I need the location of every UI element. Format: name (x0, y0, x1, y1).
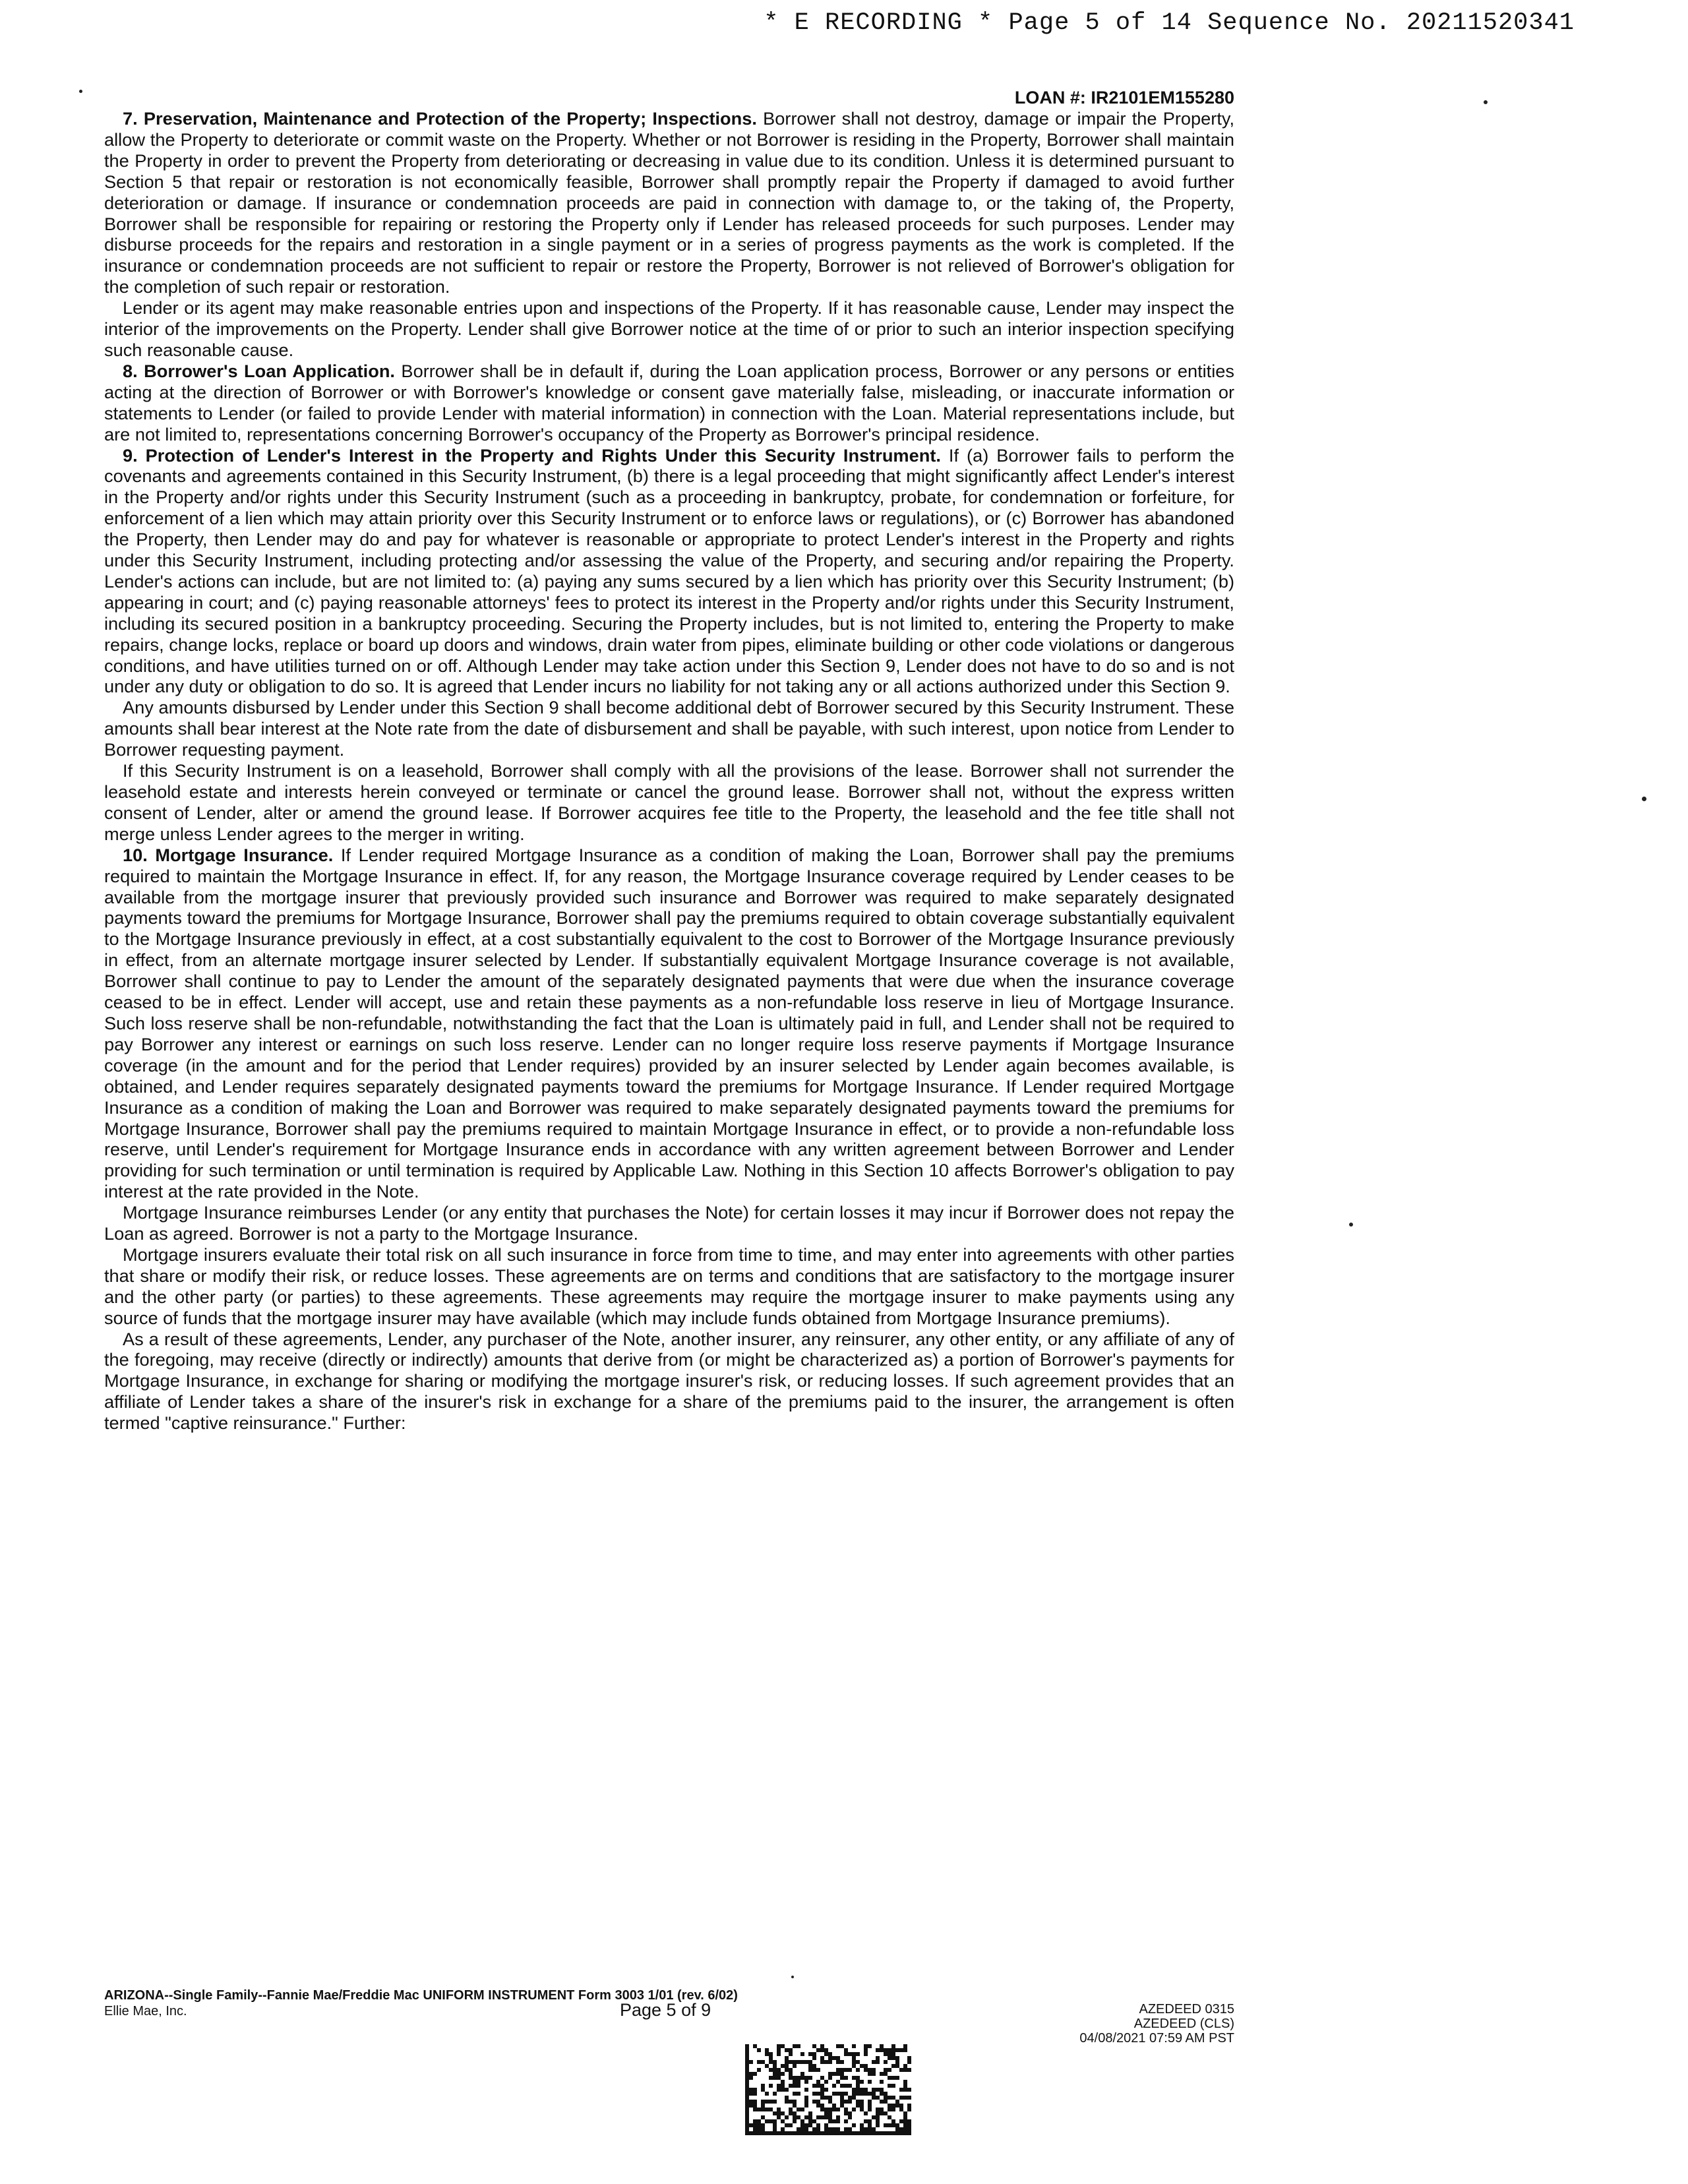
section-10-paragraph (104, 845, 1234, 1202)
footer-company: Ellie Mae, Inc. (104, 2004, 187, 2018)
scan-speck (79, 90, 82, 93)
section-9-paragraph (104, 445, 1234, 698)
scan-speck (1484, 100, 1488, 104)
scan-speck (1642, 797, 1646, 801)
footer-doc-codes (1079, 2002, 1234, 2046)
footer-doc-code: AZEDEED 0315 (1139, 2002, 1234, 2017)
section-9-leasehold-paragraph (104, 760, 1234, 845)
section-10-agreements-text: As a result of these agreements, Lender, any purchaser of the Note, another insurer, any reinsurer, any other entity, or any affiliate of any of the foregoing, may receive (directly or indirectly) amounts that derive from (or might be characterized as) a portion of Borrower's payments for Mortgage Insurance, in exchange for sharing or modifying the mortgage insurer's risk, or reducing losses. If such agreement provides that an affiliate of Lender takes a share of the insurer's risk in exchange for a share of the premiums paid to the insurer, the arrangement is often termed "captive reinsurance." Further: (104, 1328, 1234, 1434)
section-10-insurers-text: Mortgage insurers evaluate their total risk on all such insurance in force from time to time, and may enter into agreements with other parties that share or modify their risk, or reduce losses. These agreements are on terms and conditions that are satisfactory to the mortgage insurer and the other party (or parties) to these agreements. These agreements may require the mortgage insurer to make payments using any source of funds that the mortgage insurer may have available (which may include funds obtained from Mortgage Insurance premiums). (104, 1244, 1234, 1328)
section-10-heading: 10. Mortgage Insurance. (123, 844, 334, 865)
section-10-text: If Lender required Mortgage Insurance as a condition of making the Loan, Borrower shall pay the premiums required to maintain the Mortgage Insurance in effect. If, for any reason, the Mortgage Insurance coverage required by Lender ceases to be available from the mortgage insurer that previously provided such insurance and Borrower was required to make separately designated payments toward the premiums for Mortgage Insurance, Borrower shall pay the premiums required to obtain coverage substantially equivalent to the Mortgage Insurance previously in effect, at a cost substantially equivalent to the cost to Borrower of the Mortgage Insurance previously in effect, from an alternate mortgage insurer selected by Lender. If substantially equivalent Mortgage Insurance coverage is not available, Borrower shall continue to pay to Lender the amount of the separately designated payments that were due when the insurance coverage ceased to be in effect. Lender will accept, use and retain these payments as a non-refundable loss reserve in lieu of Mortgage Insurance. Such loss reserve shall be non-refundable, notwithstanding the fact that the Loan is ultimately paid in full, and Lender shall not be required to pay Borrower any interest or earnings on such loss reserve. Lender can no longer require loss reserve payments if Mortgage Insurance coverage (in the amount and for the period that Lender requires) provided by an insurer selected by Lender again becomes available, is obtained, and Lender requires separately designated payments toward the premiums for Mortgage Insurance. If Lender required Mortgage Insurance as a condition of making the Loan and Borrower was required to make separately designated payments toward the premiums for Mortgage Insurance, Borrower shall pay the premiums required to maintain Mortgage Insurance in effect, or to provide a non-refundable loss reserve, until Lender's requirement for Mortgage Insurance ends in accordance with any written agreement between Borrower and Lender providing for such termination or until termination is required by Applicable Law. Nothing in this Section 10 affects Borrower's obligation to pay interest at the rate provided in the Note. (104, 844, 1234, 1202)
recording-stamp: * E RECORDING * Page 5 of 14 Sequence No. 20211520341 (764, 9, 1575, 37)
section-8-text: Borrower shall be in default if, during the Loan application process, Borrower or any persons or entities acting at the direction of Borrower or with Borrower's knowledge or consent gave materially false, misleading, or inaccurate information or statements to Lender (or failed to provide Lender with material information) in connection with the Loan. Material representations include, but are not limited to, representations concerning Borrower's occupancy of the Property as Borrower's principal residence. (104, 360, 1234, 444)
section-9-heading: 9. Protection of Lender's Interest in the Property and Rights Under this Security Instrument. (123, 444, 941, 466)
scan-speck (1349, 1223, 1353, 1227)
section-10-reimburse-paragraph (104, 1202, 1234, 1244)
section-8-heading: 8. Borrower's Loan Application. (123, 360, 395, 381)
section-10-insurers-paragraph (104, 1244, 1234, 1329)
section-7-text: Borrower shall not destroy, damage or impair the Property, allow the Property to deteriorate or commit waste on the Property. Whether or not Borrower is residing in the Property, Borrower shall maintain the Property in order to prevent the Property from deteriorating or decreasing in value due to its condition. Unless it is determined pursuant to Section 5 that repair or restoration is not economically feasible, Borrower shall promptly repair the Property if damaged to avoid further deterioration or damage. If insurance or condemnation proceeds are paid in connection with damage to, or the taking of, the Property, Borrower shall be responsible for repairing or restoring the Property only if Lender has released proceeds for such purposes. Lender may disburse proceeds for the repairs and restoration in a single payment or in a series of progress payments as the work is completed. If the insurance or condemnation proceeds are not sufficient to repair or restore the Property, Borrower is not relieved of Borrower's obligation for the completion of such repair or restoration. (104, 108, 1234, 297)
page-footer (104, 1987, 1234, 2046)
scan-speck (791, 1976, 794, 1978)
section-7-paragraph (104, 108, 1234, 297)
loan-number: LOAN #: IR2101EM155280 (1014, 88, 1234, 107)
section-7-inspection-text: Lender or its agent may make reasonable entries upon and inspections of the Property. If it has reasonable cause, Lender may inspect the interior of the improvements on the Property. Lender shall give Borrower notice at the time of or prior to such an interior inspection specifying such reasonable cause. (104, 297, 1234, 360)
footer-doc-code-2: AZEDEED (CLS) (1133, 2017, 1234, 2031)
section-10-reimburse-text: Mortgage Insurance reimburses Lender (or any entity that purchases the Note) for certain losses it may incur if Borrower does not repay the Loan as agreed. Borrower is not a party to the Mortgage Insurance. (104, 1202, 1234, 1244)
section-10-agreements-paragraph (104, 1329, 1234, 1434)
footer-form-line: ARIZONA--Single Family--Fannie Mae/Freddie Mac UNIFORM INSTRUMENT Form 3003 1/01 (rev. 6/02) (104, 1988, 738, 2003)
document-body (104, 108, 1234, 1434)
section-9-text: If (a) Borrower fails to perform the covenants and agreements contained in this Security Instrument, (b) there is a legal proceeding that might significantly affect Lender's interest in the Property and/or rights under this Security Instrument (such as a proceeding in bankruptcy, probate, for condemnation or forfeiture, for enforcement of a lien which may attain priority over this Security Instrument or to enforce laws or regulations), or (c) Borrower has abandoned the Property, then Lender may do and pay for whatever is reasonable or appropriate to protect Lender's interest in the Property and rights under this Security Instrument, including protecting and/or assessing the value of the Property, and securing and/or repairing the Property. Lender's actions can include, but are not limited to: (a) paying any sums secured by a lien which has priority over this Security Instrument; (b) appearing in court; and (c) paying reasonable attorneys' fees to protect its interest in the Property and/or rights under this Security Instrument, including its secured position in a bankruptcy proceeding. Securing the Property includes, but is not limited to, entering the Property to make repairs, change locks, replace or board up doors and windows, drain water from pipes, eliminate building or other code violations or dangerous conditions, and have utilities turned on or off. Although Lender may take action under this Section 9, Lender does not have to do so and is not under any duty or obligation to do so. It is agreed that Lender incurs no liability for not taking any or all actions authorized under this Section 9. (104, 444, 1234, 697)
section-9-leasehold-text: If this Security Instrument is on a leasehold, Borrower shall comply with all the provisions of the lease. Borrower shall not surrender the leasehold estate and interests herein conveyed or terminate or cancel the ground lease. Borrower shall not, without the express written consent of Lender, alter or amend the ground lease. If Borrower acquires fee title to the Property, the leasehold and the fee title shall not merge unless Lender agrees to the merger in writing. (104, 760, 1234, 844)
section-8-paragraph (104, 361, 1234, 445)
section-9-disbursement-text: Any amounts disbursed by Lender under this Section 9 shall become additional debt of Borrower secured by this Security Instrument. These amounts shall bear interest at the Note rate from the date of disbursement and shall be payable, with such interest, upon notice from Lender to Borrower requesting payment. (104, 697, 1234, 760)
footer-timestamp: 04/08/2021 07:59 AM PST (1079, 2031, 1234, 2046)
footer-page-number: Page 5 of 9 (620, 2000, 711, 2020)
barcode-icon (745, 2043, 911, 2137)
section-7-inspection-paragraph (104, 297, 1234, 361)
section-9-disbursement-paragraph (104, 697, 1234, 760)
section-7-heading: 7. Preservation, Maintenance and Protection of the Property; Inspections. (123, 108, 757, 129)
